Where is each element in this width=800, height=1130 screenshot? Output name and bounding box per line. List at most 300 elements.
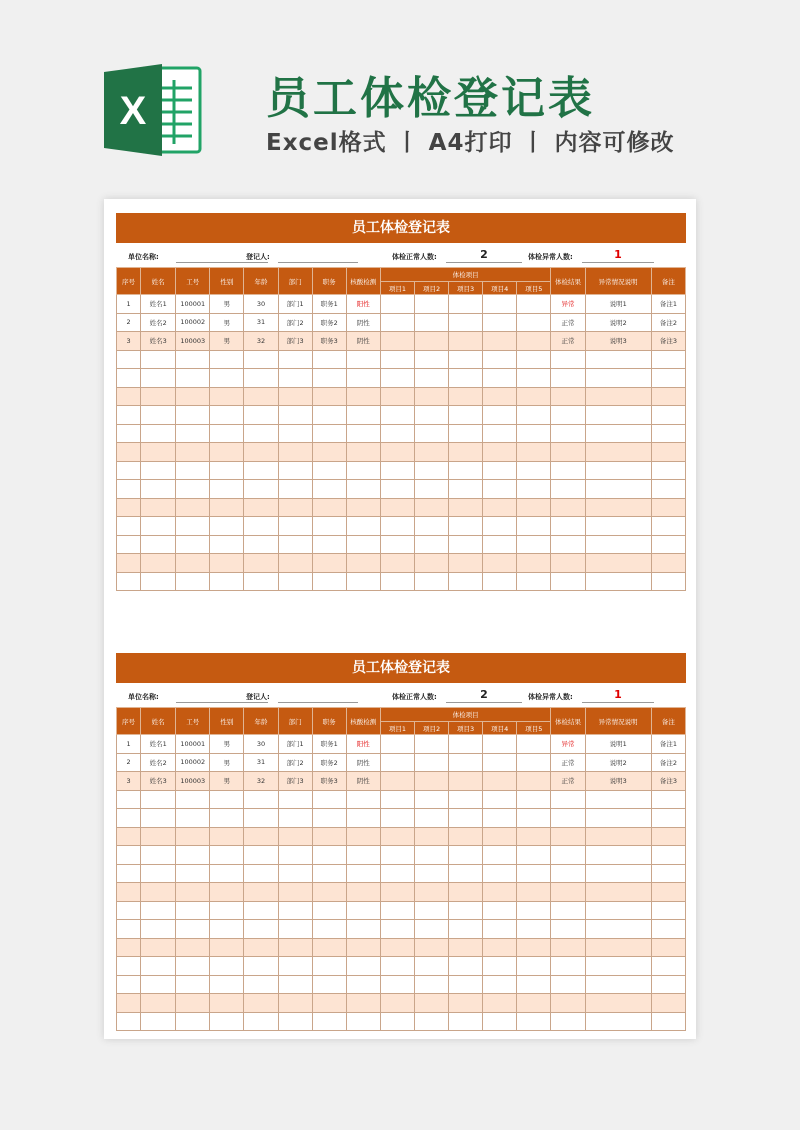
empty-cell[interactable] [585, 554, 651, 573]
empty-cell[interactable] [585, 443, 651, 462]
empty-cell[interactable] [449, 790, 483, 809]
empty-cell[interactable] [551, 387, 585, 406]
empty-cell[interactable] [312, 790, 346, 809]
empty-cell[interactable] [210, 498, 244, 517]
empty-cell[interactable] [346, 572, 380, 591]
empty-cell[interactable] [210, 572, 244, 591]
empty-cell[interactable] [117, 369, 141, 388]
empty-cell[interactable] [244, 369, 278, 388]
empty-cell[interactable] [483, 938, 517, 957]
empty-cell[interactable] [278, 424, 312, 443]
cell-id[interactable]: 100001 [176, 735, 210, 754]
empty-cell[interactable] [141, 369, 176, 388]
empty-cell[interactable] [483, 809, 517, 828]
empty-cell[interactable] [414, 883, 448, 902]
empty-cell[interactable] [551, 461, 585, 480]
empty-cell[interactable] [176, 461, 210, 480]
empty-cell[interactable] [551, 350, 585, 369]
empty-cell[interactable] [585, 883, 651, 902]
empty-cell[interactable] [244, 406, 278, 425]
cell-item-1[interactable] [380, 772, 414, 791]
cell-result[interactable]: 正常 [551, 332, 585, 351]
empty-cell[interactable] [117, 1012, 141, 1031]
empty-cell[interactable] [141, 350, 176, 369]
empty-cell[interactable] [210, 938, 244, 957]
empty-cell[interactable] [176, 975, 210, 994]
empty-cell[interactable] [117, 809, 141, 828]
empty-cell[interactable] [551, 443, 585, 462]
empty-cell[interactable] [176, 920, 210, 939]
cell-item-5[interactable] [517, 295, 551, 314]
empty-cell[interactable] [651, 809, 685, 828]
cell-item-2[interactable] [414, 753, 448, 772]
cell-test[interactable]: 阴性 [346, 772, 380, 791]
empty-cell[interactable] [346, 350, 380, 369]
empty-cell[interactable] [176, 350, 210, 369]
empty-cell[interactable] [278, 461, 312, 480]
empty-cell[interactable] [380, 535, 414, 554]
empty-cell[interactable] [117, 846, 141, 865]
empty-cell[interactable] [117, 498, 141, 517]
empty-cell[interactable] [346, 498, 380, 517]
empty-cell[interactable] [141, 920, 176, 939]
cell-item-5[interactable] [517, 313, 551, 332]
empty-cell[interactable] [449, 498, 483, 517]
empty-cell[interactable] [210, 809, 244, 828]
empty-cell[interactable] [380, 480, 414, 499]
cell-name[interactable]: 姓名3 [141, 332, 176, 351]
empty-cell[interactable] [278, 517, 312, 536]
empty-cell[interactable] [517, 369, 551, 388]
cell-desc[interactable]: 说明3 [585, 772, 651, 791]
empty-cell[interactable] [312, 1012, 346, 1031]
empty-cell[interactable] [551, 424, 585, 443]
empty-cell[interactable] [244, 572, 278, 591]
empty-cell[interactable] [414, 480, 448, 499]
empty-cell[interactable] [517, 920, 551, 939]
empty-cell[interactable] [449, 975, 483, 994]
empty-cell[interactable] [244, 517, 278, 536]
empty-cell[interactable] [117, 975, 141, 994]
empty-cell[interactable] [585, 809, 651, 828]
empty-cell[interactable] [141, 1012, 176, 1031]
empty-cell[interactable] [414, 424, 448, 443]
empty-cell[interactable] [651, 864, 685, 883]
empty-cell[interactable] [244, 994, 278, 1013]
empty-cell[interactable] [244, 535, 278, 554]
empty-cell[interactable] [517, 480, 551, 499]
empty-cell[interactable] [244, 498, 278, 517]
empty-cell[interactable] [483, 443, 517, 462]
empty-cell[interactable] [651, 901, 685, 920]
empty-cell[interactable] [651, 387, 685, 406]
empty-cell[interactable] [551, 1012, 585, 1031]
empty-cell[interactable] [449, 535, 483, 554]
empty-cell[interactable] [449, 350, 483, 369]
empty-cell[interactable] [585, 498, 651, 517]
empty-cell[interactable] [176, 535, 210, 554]
empty-cell[interactable] [176, 790, 210, 809]
empty-cell[interactable] [380, 554, 414, 573]
empty-cell[interactable] [380, 809, 414, 828]
empty-cell[interactable] [346, 975, 380, 994]
cell-item-3[interactable] [449, 753, 483, 772]
empty-cell[interactable] [346, 957, 380, 976]
empty-cell[interactable] [117, 827, 141, 846]
empty-cell[interactable] [517, 424, 551, 443]
cell-id[interactable]: 100003 [176, 772, 210, 791]
empty-cell[interactable] [312, 901, 346, 920]
empty-cell[interactable] [346, 535, 380, 554]
empty-cell[interactable] [414, 975, 448, 994]
cell-item-4[interactable] [483, 753, 517, 772]
empty-cell[interactable] [312, 480, 346, 499]
cell-item-4[interactable] [483, 332, 517, 351]
empty-cell[interactable] [517, 846, 551, 865]
empty-cell[interactable] [483, 461, 517, 480]
empty-cell[interactable] [210, 864, 244, 883]
empty-cell[interactable] [483, 387, 517, 406]
empty-cell[interactable] [380, 406, 414, 425]
empty-cell[interactable] [244, 975, 278, 994]
empty-cell[interactable] [414, 554, 448, 573]
empty-cell[interactable] [141, 517, 176, 536]
cell-id[interactable]: 100003 [176, 332, 210, 351]
empty-cell[interactable] [117, 350, 141, 369]
empty-cell[interactable] [449, 827, 483, 846]
cell-no[interactable]: 1 [117, 295, 141, 314]
cell-note[interactable]: 备注3 [651, 332, 685, 351]
empty-cell[interactable] [449, 406, 483, 425]
empty-cell[interactable] [210, 790, 244, 809]
cell-note[interactable]: 备注3 [651, 772, 685, 791]
empty-cell[interactable] [651, 572, 685, 591]
cell-no[interactable]: 3 [117, 332, 141, 351]
empty-cell[interactable] [414, 535, 448, 554]
cell-item-1[interactable] [380, 735, 414, 754]
cell-item-5[interactable] [517, 753, 551, 772]
empty-cell[interactable] [483, 535, 517, 554]
empty-cell[interactable] [585, 957, 651, 976]
empty-cell[interactable] [244, 350, 278, 369]
empty-cell[interactable] [117, 572, 141, 591]
empty-cell[interactable] [141, 957, 176, 976]
empty-cell[interactable] [312, 498, 346, 517]
cell-note[interactable]: 备注1 [651, 295, 685, 314]
cell-desc[interactable]: 说明3 [585, 332, 651, 351]
empty-cell[interactable] [651, 369, 685, 388]
cell-item-2[interactable] [414, 332, 448, 351]
empty-cell[interactable] [244, 554, 278, 573]
empty-cell[interactable] [517, 406, 551, 425]
empty-cell[interactable] [414, 790, 448, 809]
empty-cell[interactable] [141, 498, 176, 517]
empty-cell[interactable] [483, 846, 517, 865]
empty-cell[interactable] [176, 994, 210, 1013]
empty-cell[interactable] [117, 406, 141, 425]
cell-item-2[interactable] [414, 735, 448, 754]
empty-cell[interactable] [585, 901, 651, 920]
empty-cell[interactable] [141, 480, 176, 499]
empty-cell[interactable] [176, 443, 210, 462]
cell-note[interactable]: 备注2 [651, 753, 685, 772]
empty-cell[interactable] [117, 461, 141, 480]
cell-name[interactable]: 姓名2 [141, 313, 176, 332]
empty-cell[interactable] [117, 480, 141, 499]
empty-cell[interactable] [449, 809, 483, 828]
empty-cell[interactable] [380, 975, 414, 994]
empty-cell[interactable] [651, 443, 685, 462]
empty-cell[interactable] [551, 994, 585, 1013]
empty-cell[interactable] [651, 957, 685, 976]
empty-cell[interactable] [483, 517, 517, 536]
empty-cell[interactable] [517, 443, 551, 462]
cell-result[interactable]: 异常 [551, 295, 585, 314]
cell-name[interactable]: 姓名1 [141, 735, 176, 754]
empty-cell[interactable] [141, 535, 176, 554]
empty-cell[interactable] [210, 387, 244, 406]
cell-dept[interactable]: 部门3 [278, 332, 312, 351]
empty-cell[interactable] [414, 827, 448, 846]
empty-cell[interactable] [551, 846, 585, 865]
empty-cell[interactable] [117, 938, 141, 957]
empty-cell[interactable] [380, 498, 414, 517]
cell-item-1[interactable] [380, 332, 414, 351]
cell-dept[interactable]: 部门1 [278, 735, 312, 754]
empty-cell[interactable] [176, 406, 210, 425]
empty-cell[interactable] [117, 790, 141, 809]
empty-cell[interactable] [141, 406, 176, 425]
empty-cell[interactable] [210, 846, 244, 865]
empty-cell[interactable] [483, 572, 517, 591]
empty-cell[interactable] [651, 535, 685, 554]
empty-cell[interactable] [414, 957, 448, 976]
empty-cell[interactable] [380, 517, 414, 536]
empty-cell[interactable] [141, 901, 176, 920]
empty-cell[interactable] [585, 827, 651, 846]
empty-cell[interactable] [517, 901, 551, 920]
empty-cell[interactable] [414, 938, 448, 957]
empty-cell[interactable] [176, 572, 210, 591]
cell-item-5[interactable] [517, 332, 551, 351]
cell-dept[interactable]: 部门1 [278, 295, 312, 314]
empty-cell[interactable] [551, 901, 585, 920]
empty-cell[interactable] [244, 901, 278, 920]
empty-cell[interactable] [176, 883, 210, 902]
empty-cell[interactable] [244, 827, 278, 846]
empty-cell[interactable] [117, 901, 141, 920]
cell-item-1[interactable] [380, 295, 414, 314]
empty-cell[interactable] [414, 572, 448, 591]
empty-cell[interactable] [210, 350, 244, 369]
empty-cell[interactable] [380, 387, 414, 406]
empty-cell[interactable] [517, 790, 551, 809]
cell-desc[interactable]: 说明1 [585, 735, 651, 754]
empty-cell[interactable] [551, 554, 585, 573]
empty-cell[interactable] [585, 535, 651, 554]
cell-sex[interactable]: 男 [210, 313, 244, 332]
empty-cell[interactable] [117, 883, 141, 902]
empty-cell[interactable] [312, 864, 346, 883]
empty-cell[interactable] [483, 920, 517, 939]
empty-cell[interactable] [585, 975, 651, 994]
cell-item-4[interactable] [483, 772, 517, 791]
cell-age[interactable]: 30 [244, 295, 278, 314]
empty-cell[interactable] [176, 957, 210, 976]
cell-title[interactable]: 职务3 [312, 332, 346, 351]
empty-cell[interactable] [585, 480, 651, 499]
empty-cell[interactable] [117, 994, 141, 1013]
empty-cell[interactable] [414, 517, 448, 536]
empty-cell[interactable] [517, 957, 551, 976]
normal-count-field[interactable] [446, 702, 522, 703]
empty-cell[interactable] [380, 938, 414, 957]
empty-cell[interactable] [278, 883, 312, 902]
empty-cell[interactable] [414, 1012, 448, 1031]
cell-sex[interactable]: 男 [210, 332, 244, 351]
empty-cell[interactable] [346, 883, 380, 902]
empty-cell[interactable] [483, 827, 517, 846]
empty-cell[interactable] [312, 846, 346, 865]
empty-cell[interactable] [551, 535, 585, 554]
cell-title[interactable]: 职务1 [312, 295, 346, 314]
empty-cell[interactable] [414, 864, 448, 883]
empty-cell[interactable] [585, 572, 651, 591]
empty-cell[interactable] [585, 846, 651, 865]
empty-cell[interactable] [551, 938, 585, 957]
empty-cell[interactable] [651, 1012, 685, 1031]
empty-cell[interactable] [651, 827, 685, 846]
cell-title[interactable]: 职务1 [312, 735, 346, 754]
registrar-field[interactable] [278, 262, 358, 263]
empty-cell[interactable] [210, 535, 244, 554]
registrar-field[interactable] [278, 702, 358, 703]
empty-cell[interactable] [117, 517, 141, 536]
empty-cell[interactable] [651, 920, 685, 939]
empty-cell[interactable] [517, 994, 551, 1013]
empty-cell[interactable] [312, 443, 346, 462]
empty-cell[interactable] [176, 480, 210, 499]
cell-age[interactable]: 31 [244, 313, 278, 332]
empty-cell[interactable] [651, 498, 685, 517]
empty-cell[interactable] [346, 443, 380, 462]
empty-cell[interactable] [176, 864, 210, 883]
cell-no[interactable]: 2 [117, 753, 141, 772]
empty-cell[interactable] [551, 369, 585, 388]
empty-cell[interactable] [278, 920, 312, 939]
empty-cell[interactable] [141, 443, 176, 462]
cell-age[interactable]: 32 [244, 332, 278, 351]
empty-cell[interactable] [346, 369, 380, 388]
cell-item-2[interactable] [414, 295, 448, 314]
empty-cell[interactable] [551, 809, 585, 828]
cell-name[interactable]: 姓名2 [141, 753, 176, 772]
cell-sex[interactable]: 男 [210, 772, 244, 791]
empty-cell[interactable] [312, 535, 346, 554]
empty-cell[interactable] [380, 790, 414, 809]
unit-name-field[interactable] [176, 702, 268, 703]
empty-cell[interactable] [312, 517, 346, 536]
empty-cell[interactable] [278, 827, 312, 846]
empty-cell[interactable] [244, 387, 278, 406]
empty-cell[interactable] [176, 554, 210, 573]
cell-test[interactable]: 阳性 [346, 295, 380, 314]
empty-cell[interactable] [244, 790, 278, 809]
empty-cell[interactable] [380, 443, 414, 462]
empty-cell[interactable] [517, 938, 551, 957]
empty-cell[interactable] [278, 480, 312, 499]
empty-cell[interactable] [312, 938, 346, 957]
empty-cell[interactable] [483, 790, 517, 809]
empty-cell[interactable] [551, 517, 585, 536]
cell-sex[interactable]: 男 [210, 735, 244, 754]
empty-cell[interactable] [141, 864, 176, 883]
empty-cell[interactable] [312, 827, 346, 846]
empty-cell[interactable] [278, 864, 312, 883]
empty-cell[interactable] [117, 535, 141, 554]
empty-cell[interactable] [651, 480, 685, 499]
empty-cell[interactable] [449, 461, 483, 480]
empty-cell[interactable] [414, 406, 448, 425]
empty-cell[interactable] [380, 572, 414, 591]
empty-cell[interactable] [312, 809, 346, 828]
cell-item-5[interactable] [517, 772, 551, 791]
cell-no[interactable]: 1 [117, 735, 141, 754]
empty-cell[interactable] [483, 994, 517, 1013]
cell-id[interactable]: 100002 [176, 753, 210, 772]
empty-cell[interactable] [414, 901, 448, 920]
empty-cell[interactable] [551, 920, 585, 939]
empty-cell[interactable] [141, 809, 176, 828]
empty-cell[interactable] [312, 920, 346, 939]
empty-cell[interactable] [244, 443, 278, 462]
empty-cell[interactable] [312, 572, 346, 591]
abnormal-count-field[interactable] [582, 702, 654, 703]
empty-cell[interactable] [278, 809, 312, 828]
empty-cell[interactable] [210, 443, 244, 462]
empty-cell[interactable] [651, 846, 685, 865]
empty-cell[interactable] [449, 424, 483, 443]
cell-item-2[interactable] [414, 313, 448, 332]
abnormal-count-field[interactable] [582, 262, 654, 263]
empty-cell[interactable] [346, 406, 380, 425]
empty-cell[interactable] [278, 994, 312, 1013]
empty-cell[interactable] [449, 994, 483, 1013]
empty-cell[interactable] [244, 883, 278, 902]
empty-cell[interactable] [278, 498, 312, 517]
cell-name[interactable]: 姓名3 [141, 772, 176, 791]
empty-cell[interactable] [141, 994, 176, 1013]
empty-cell[interactable] [651, 406, 685, 425]
cell-title[interactable]: 职务3 [312, 772, 346, 791]
empty-cell[interactable] [278, 369, 312, 388]
empty-cell[interactable] [346, 938, 380, 957]
empty-cell[interactable] [244, 957, 278, 976]
empty-cell[interactable] [312, 554, 346, 573]
empty-cell[interactable] [449, 554, 483, 573]
empty-cell[interactable] [346, 554, 380, 573]
empty-cell[interactable] [278, 1012, 312, 1031]
cell-desc[interactable]: 说明1 [585, 295, 651, 314]
empty-cell[interactable] [278, 957, 312, 976]
empty-cell[interactable] [517, 1012, 551, 1031]
cell-note[interactable]: 备注1 [651, 735, 685, 754]
empty-cell[interactable] [210, 957, 244, 976]
empty-cell[interactable] [278, 535, 312, 554]
empty-cell[interactable] [651, 461, 685, 480]
empty-cell[interactable] [585, 1012, 651, 1031]
empty-cell[interactable] [449, 864, 483, 883]
